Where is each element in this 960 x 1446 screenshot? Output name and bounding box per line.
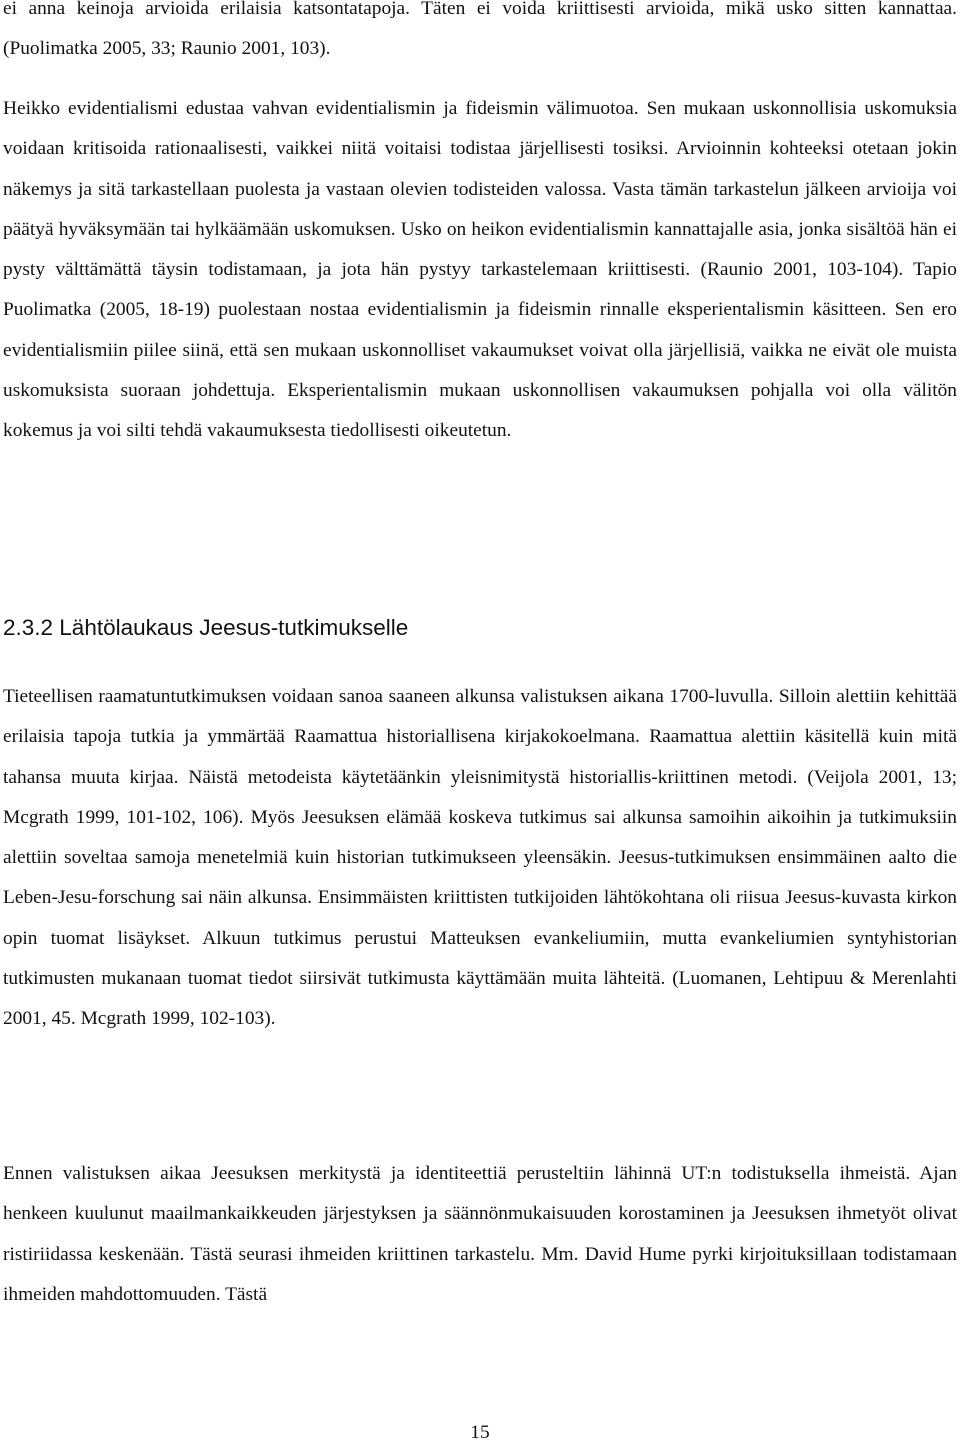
paragraph-continuation: ei anna keinoja arvioida erilaisia katsontatapoja. Täten ei voida kriittisesti arvioida, mikä usko sitten kannattaa. (Puolimatka 2005, 33; Raunio 2001, 103). <box>3 0 957 60</box>
paragraph-bible-research: Tieteellisen raamatuntutkimuksen voidaan sanoa saaneen alkunsa valistuksen aikana 1700-luvulla. Silloin alettiin kehittää erilaisia tapoja tutkia ja ymmärtää Raamattua historiallisena kirjakokoelmana. Raamattua alettiin käsitellä kuin mitä tahansa muuta kirjaa. Näistä metodeista käytetäänkin yleisnimitystä historiallis-kriittinen metodi. (Veijola 2001, 13; Mcgrath 1999, 101-102, 106). Myös Jeesuksen elämää koskeva tutkimus sai alkunsa samoihin aikoihin ja tutkimuksiin alettiin soveltaa samoja menetelmiä kuin historian tutkimukseen yleensäkin. Jeesus-tutkimuksen ensimmäinen aalto die Leben-Jesu-forschung sai näin alkunsa. Ensimmäisten kriittisten tutkijoiden lähtökohtana oli riisua Jeesus-kuvasta kirkon opin tuomat lisäykset. Alkuun tutkimus perustui Matteuksen evankeliumiin, mutta evankeliumien syntyhistorian tutkimusten mukanaan tuomat tiedot siirsivät tutkimusta käyttämään muita lähteitä. (Luomanen, Lehtipuu & Merenlahti 2001, 45. Mcgrath 1999, 102-103). <box>3 686 957 1030</box>
paragraph-enlightenment: Ennen valistuksen aikaa Jeesuksen merkitystä ja identiteettiä perusteltiin lähinnä UT:n todistuksella ihmeistä. Ajan henkeen kuulunut maailmankaikkeuden järjestyksen ja säännönmukaisuuden korostaminen ja Jeesuksen ihmetyöt olivat ristiriidassa keskenään. Tästä seurasi ihmeiden kriittinen tarkastelu. Mm. David Hume pyrki kirjoituksillaan todistamaan ihmeiden mahdottomuuden. Tästä <box>3 1163 957 1305</box>
section-heading: 2.3.2 Lähtölaukaus Jeesus-tutkimukselle <box>3 615 409 640</box>
paragraph-evidentialism: Heikko evidentialismi edustaa vahvan evidentialismin ja fideismin välimuotoa. Sen mukaan uskonnollisia uskomuksia voidaan kritisoida rationaalisesti, vaikkei niitä voitaisi todistaa järjellisesti tosiksi. Arvioinnin kohteeksi otetaan jokin näkemys ja sitä tarkastellaan puolesta ja vastaan olevien todisteiden valossa. Vasta tämän tarkastelun jälkeen arvioija voi päätyä hyväksymään tai hylkäämään uskomuksen. Usko on heikon evidentialismin kannattajalle asia, jonka sisältöä hän ei pysty välttämättä täysin todistamaan, ja jota hän pystyy tarkastelemaan kriittisesti. (Raunio 2001, 103-104). Tapio Puolimatka (2005, 18-19) puolestaan nostaa evidentialismin ja fideismin rinnalle eksperientalismin käsitteen. Sen ero evidentialismiin piilee siinä, että sen mukaan uskonnolliset vakaumukset voivat olla järjellisiä, vaikka ne eivät ole muista uskomuksista suoraan johdettuja. Eksperientalismin mukaan uskonnollisen vakaumuksen pohjalla voi olla välitön kokemus ja voi silti tehdä vakaumuksesta tiedollisesti oikeutetun. <box>3 98 957 442</box>
page-number: 15 <box>470 1422 490 1443</box>
